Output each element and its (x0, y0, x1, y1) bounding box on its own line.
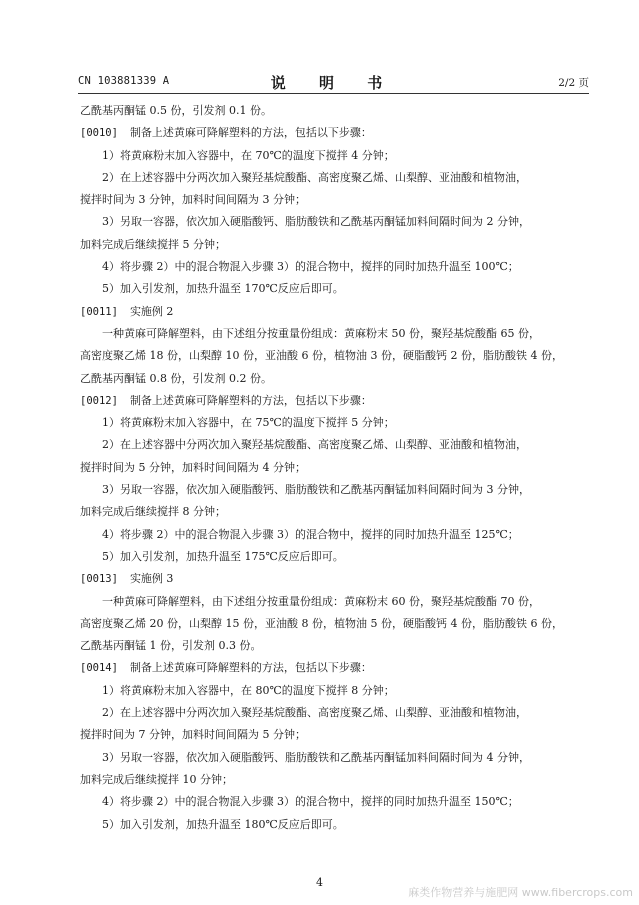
line-text: 3）另取一容器，依次加入硬脂酸钙、脂肪酸铁和乙酰基丙酮锰加料间隔时间为 3 分钟， (102, 483, 530, 497)
text-line (80, 345, 590, 367)
line-text: 4）将步骤 2）中的混合物混入步骤 3）的混合物中，搅拌的同时加热升温至 150℃； (102, 795, 519, 809)
text-line (80, 546, 590, 568)
line-text: 加料完成后继续搅拌 8 分钟； (80, 505, 226, 519)
text-line (80, 613, 590, 635)
text-line (80, 457, 590, 479)
text-line (80, 635, 590, 657)
document-title: 说 明 书 (270, 74, 397, 92)
line-text: 4）将步骤 2）中的混合物混入步骤 3）的混合物中，搅拌的同时加热升温至 100℃； (102, 260, 519, 274)
line-text: 搅拌时间为 3 分钟，加料时间间隔为 3 分钟； (80, 193, 306, 207)
page-indicator: 2/2 页 (558, 77, 589, 89)
text-line (80, 769, 590, 791)
text-line (80, 479, 590, 501)
line-text: 3）另取一容器，依次加入硬脂酸钙、脂肪酸铁和乙酰基丙酮锰加料间隔时间为 4 分钟， (102, 750, 530, 764)
line-text: 2）在上述容器中分两次加入聚羟基烷酸酯、高密度聚乙烯、山梨醇、亚油酸和植物油， (102, 170, 527, 184)
text-line (80, 412, 590, 434)
text-line (80, 189, 590, 211)
line-text: 加料完成后继续搅拌 5 分钟； (80, 237, 226, 251)
line-text: 一种黄麻可降解塑料，由下述组分按重量份组成：黄麻粉末 60 份，聚羟基烷酸酯 70 份， (102, 594, 540, 608)
line-text: 乙酰基丙酮锰 0.8 份，引发剂 0.2 份。 (80, 371, 272, 385)
text-line (80, 122, 590, 144)
line-text: 4）将步骤 2）中的混合物混入步骤 3）的混合物中，搅拌的同时加热升温至 125℃； (102, 527, 519, 541)
text-line (80, 278, 590, 300)
text-line (80, 501, 590, 523)
line-text: 高密度聚乙烯 20 份，山梨醇 15 份，亚油酸 8 份，植物油 5 份，硬脂酸钙 4 份，脂肪酸铁 6 份， (80, 616, 563, 630)
line-text: 1）将黄麻粉末加入容器中，在 75℃的温度下搅拌 5 分钟； (102, 416, 395, 430)
text-line (80, 791, 590, 813)
text-line (80, 702, 590, 724)
page-number: 4 (316, 876, 323, 889)
line-text: 1）将黄麻粉末加入容器中，在 80℃的温度下搅拌 8 分钟； (102, 683, 395, 697)
text-line (80, 145, 590, 167)
paragraph-number: [0010] (80, 127, 118, 140)
paragraph-number: [0012] (80, 394, 118, 407)
text-line (80, 234, 590, 256)
line-text: 高密度聚乙烯 18 份，山梨醇 10 份，亚油酸 6 份，植物油 3 份，硬脂酸钙 2 份，脂肪酸铁 4 份， (80, 349, 563, 363)
line-text: 搅拌时间为 7 分钟，加料时间间隔为 5 分钟； (80, 728, 306, 742)
line-text: 一种黄麻可降解塑料，由下述组分按重量份组成：黄麻粉末 50 份，聚羟基烷酸酯 65 份， (102, 326, 540, 340)
line-text: 制备上述黄麻可降解塑料的方法，包括以下步骤： (129, 126, 372, 140)
text-line (80, 568, 590, 590)
text-line (80, 100, 590, 122)
line-text: 实施例 3 (129, 572, 174, 586)
text-line (80, 256, 590, 278)
text-line (80, 434, 590, 456)
paragraph-number: [0013] (80, 573, 118, 586)
line-text: 5）加入引发剂，加热升温至 175℃反应后即可。 (102, 549, 344, 563)
page-header (78, 73, 589, 94)
specification-body (80, 100, 590, 836)
text-line (80, 368, 590, 390)
site-watermark: 麻类作物营养与施肥网 www.fibercrops.com (408, 886, 633, 899)
text-line (80, 724, 590, 746)
text-line (80, 524, 590, 546)
line-text: 乙酰基丙酮锰 0.5 份，引发剂 0.1 份。 (80, 104, 272, 117)
line-text: 实施例 2 (129, 304, 174, 318)
text-line (80, 323, 590, 345)
line-text: 3）另取一容器，依次加入硬脂酸钙、脂肪酸铁和乙酰基丙酮锰加料间隔时间为 2 分钟， (102, 215, 530, 229)
line-text: 制备上述黄麻可降解塑料的方法，包括以下步骤： (129, 393, 372, 407)
text-line (80, 211, 590, 233)
line-text: 5）加入引发剂，加热升温至 180℃反应后即可。 (102, 817, 344, 831)
line-text: 搅拌时间为 5 分钟，加料时间间隔为 4 分钟； (80, 460, 306, 474)
paragraph-number: [0014] (80, 662, 118, 675)
text-line (80, 680, 590, 702)
line-text: 2）在上述容器中分两次加入聚羟基烷酸酯、高密度聚乙烯、山梨醇、亚油酸和植物油， (102, 706, 527, 720)
line-text: 5）加入引发剂，加热升温至 170℃反应后即可。 (102, 282, 344, 296)
text-line (80, 390, 590, 412)
text-line (80, 301, 590, 323)
text-line (80, 747, 590, 769)
patent-number: CN 103881339 A (78, 75, 170, 87)
line-text: 2）在上述容器中分两次加入聚羟基烷酸酯、高密度聚乙烯、山梨醇、亚油酸和植物油， (102, 438, 527, 452)
text-line (80, 657, 590, 679)
line-text: 乙酰基丙酮锰 1 份，引发剂 0.3 份。 (80, 639, 262, 653)
text-line (80, 591, 590, 613)
line-text: 制备上述黄麻可降解塑料的方法，包括以下步骤： (129, 661, 372, 675)
text-line (80, 814, 590, 836)
text-line (80, 167, 590, 189)
paragraph-number: [0011] (80, 305, 118, 318)
line-text: 加料完成后继续搅拌 10 分钟； (80, 772, 233, 786)
line-text: 1）将黄麻粉末加入容器中，在 70℃的温度下搅拌 4 分钟； (102, 148, 395, 162)
